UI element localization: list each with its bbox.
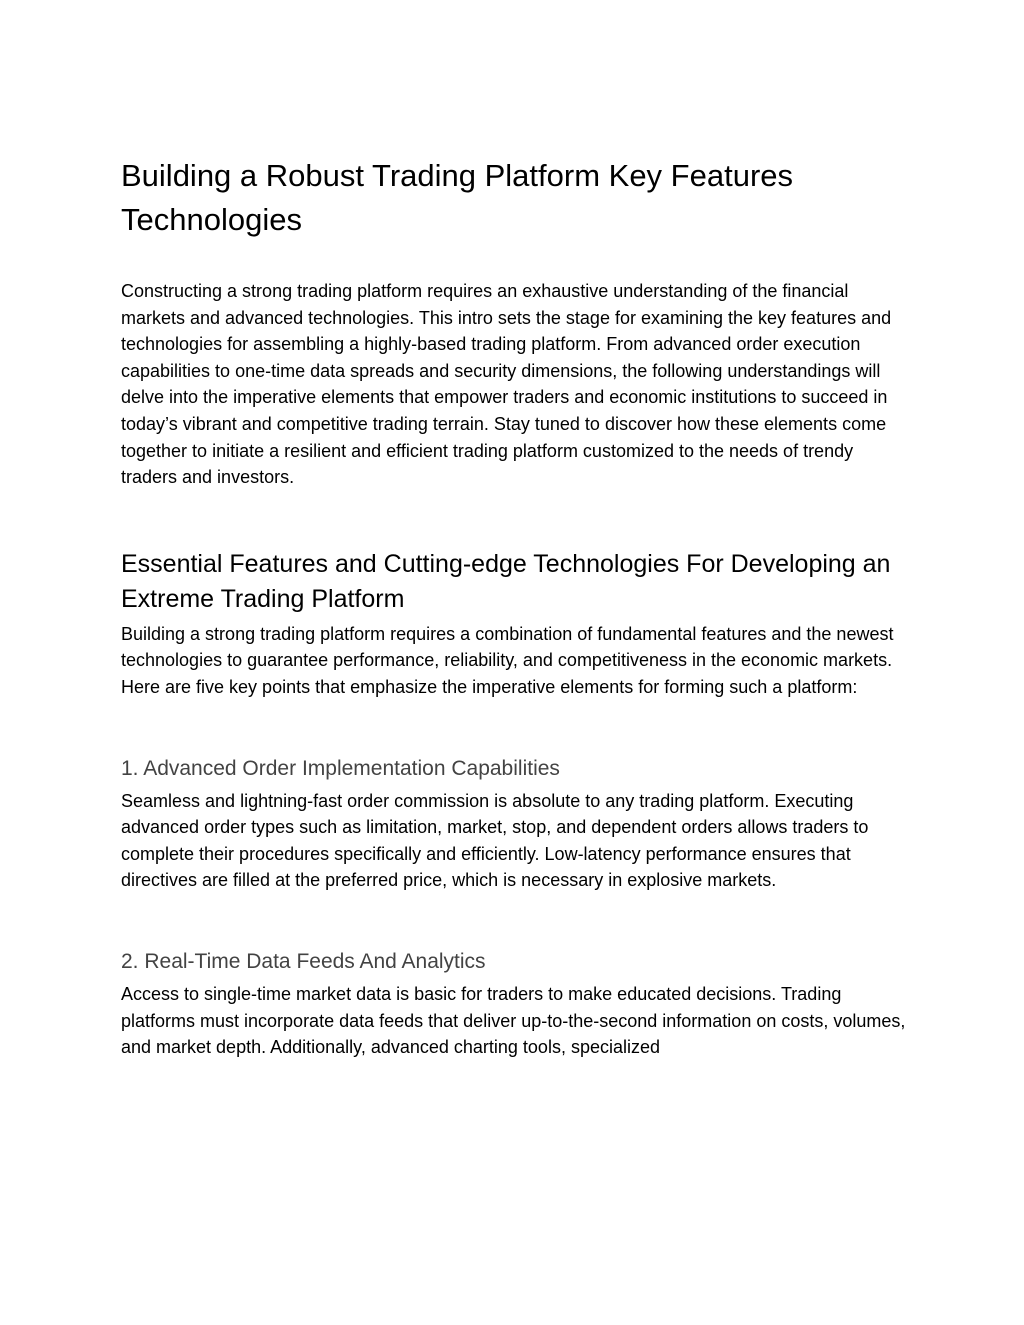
feature-order-implementation [121,754,911,894]
feature-paragraph: Access to single-time market data is basic for traders to make educated decisions. Trading platforms must incorporate data feeds that deliver up-to-the-second information on costs, volumes, and market depth. Additionally, advanced charting tools, specialized [121,983,906,1058]
feature-real-time-data [121,947,911,1061]
feature-heading: 2. Real-Time Data Feeds And Analytics [121,949,486,973]
section-paragraph: Building a strong trading platform requires a combination of fundamental features and the newest technologies to guarantee performance, reliability, and competitiveness in the economic markets. Here are five key points that emphasize the imperative elements for forming such a platform: [121,623,894,697]
document-body [121,154,911,1061]
feature-heading: 1. Advanced Order Implementation Capabilities [121,756,560,780]
intro-paragraph: Constructing a strong trading platform requires an exhaustive understanding of the financial markets and advanced technologies. This intro sets the stage for examining the key features and technologies for assembling a highly-based trading platform. From advanced order execution capabilities to one-time data spreads and security dimensions, the following understandings will delve into the imperative elements that empower traders and economic institutions to succeed in today’s vibrant and competitive trading terrain. Stay tuned to discover how these elements come together to initiate a resilient and efficient trading platform customized to the needs of trendy traders and investors. [121,281,892,488]
essential-features-section [121,547,911,701]
feature-paragraph: Seamless and lightning-fast order commission is absolute to any trading platform. Executing advanced order types such as limitation, market, stop, and dependent orders allows traders to complete their procedures specifically and efficiently. Low-latency performance ensures that directives are filled at the preferred price, which is necessary in explosive markets. [121,790,869,891]
section-heading: Essential Features and Cutting-edge Technologies For Developing an Extreme Trading Platform [121,549,891,614]
document-title: Building a Robust Trading Platform Key Features Technologies [121,158,794,237]
